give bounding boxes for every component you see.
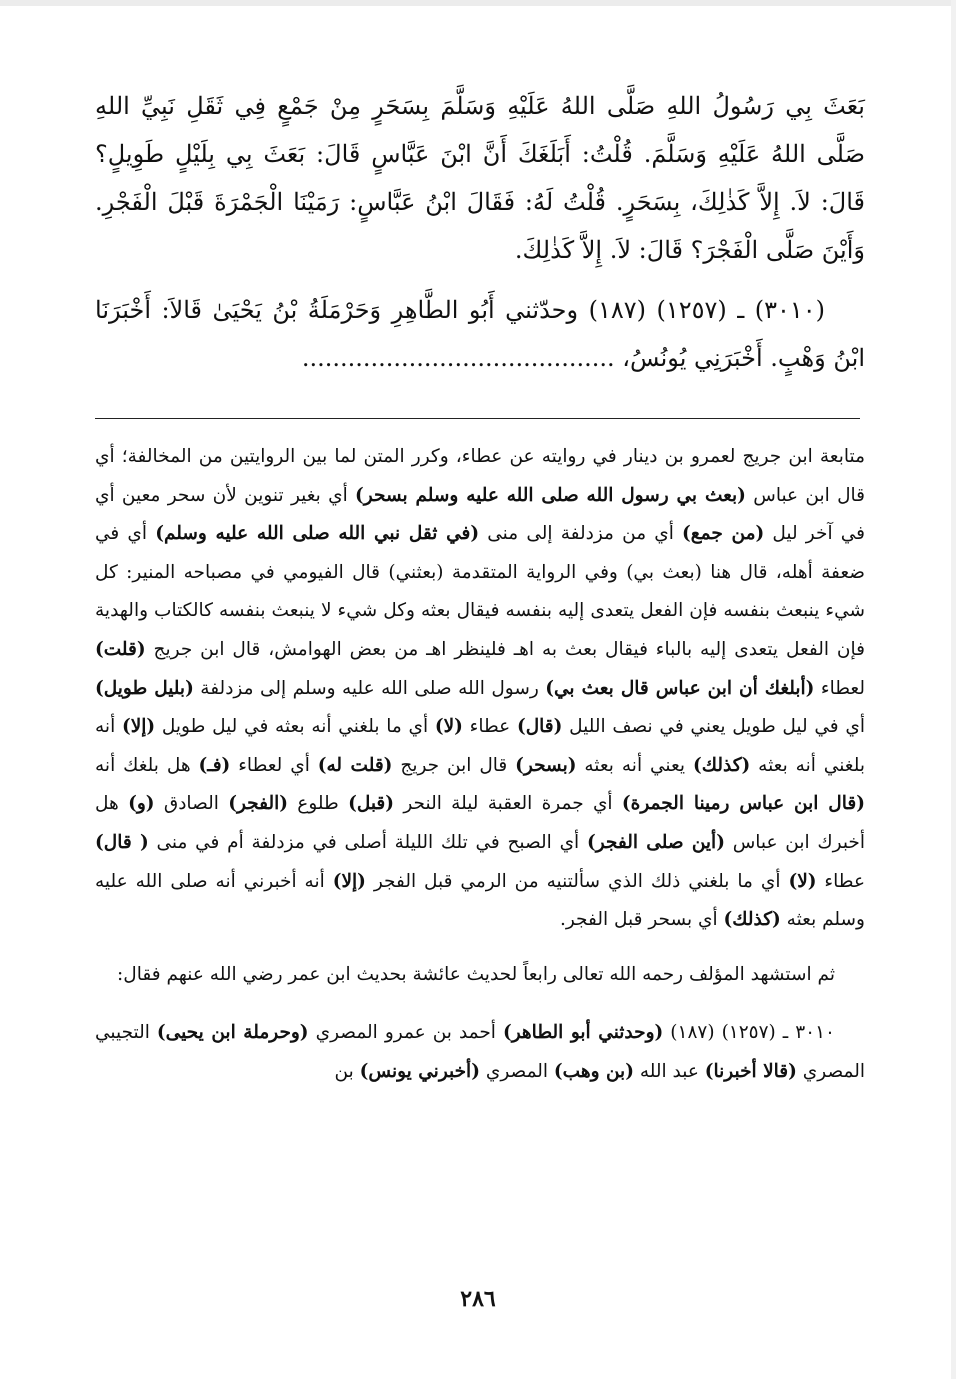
p3-bold-segment: (وحدثني أبو الطاهر)	[502, 1022, 664, 1044]
p3-bold-segment: (قالا أخبرنا)	[704, 1060, 797, 1082]
p1-segment: أنه أخبرني أنه صلى الله عليه وسلم بعثه	[95, 870, 865, 931]
p1-segment: أي بسحر قبل الفجر.	[559, 909, 724, 931]
p1-segment: هل أخبرك ابن عباس	[95, 793, 865, 853]
p1-segment: لعطاء	[814, 677, 865, 699]
p1-bold-segment: ( قال)	[95, 831, 149, 853]
p3-bold-segment: (وحرملة ابن يحيى)	[156, 1022, 309, 1044]
p1-segment: أي الصبح في تلك الليلة أصلى في مزدلفة أم في منى	[148, 831, 587, 853]
p1-bold-segment: (قال ابن عباس رمينا الجمرة)	[621, 793, 865, 815]
p1-segment: رسول الله صلى الله عليه وسلم إلى مزدلفة	[193, 677, 546, 699]
p1-bold-segment: (فـ)	[198, 754, 231, 776]
p1-segment: متابعة ابن جريج لعمرو بن دينار في روايته عن عطاء، وكرر المتن لما بين الروايتين من المخالفة؛ أي قال ابن عباس	[95, 446, 865, 506]
page-number: ٢٨٦	[460, 1286, 496, 1312]
p1-bold-segment: (أين صلى الفجر)	[586, 831, 725, 853]
p1-bold-segment: (من جمع)	[682, 523, 765, 545]
p1-segment: هل بلغك أنه	[95, 754, 199, 776]
p3-segment: أحمد بن عمرو المصري	[308, 1022, 503, 1044]
p1-bold-segment: (كذلك)	[693, 754, 751, 776]
p1-bold-segment: (قلت له)	[317, 754, 393, 776]
p1-segment: يعني أنه بعثه	[576, 754, 693, 776]
p1-segment: أي لعطاء	[230, 754, 318, 776]
hadith-paragraph-1: بَعَثَ بِي رَسُولُ اللهِ صَلَّى اللهُ عَلَيْهِ وَسَلَّمَ بِسَحَرٍ مِنْ جَمْعٍ فِي ثَقَلِ نَبِيِّ اللهِ صَلَّى اللهُ عَلَيْهِ وَسَلَّمَ. قُلْتُ: أَبَلَغَكَ أَنَّ ابْنَ عَبَّاسٍ قَالَ: بَعَثَ بِي بِلَيْلٍ طَوِيلٍ؟ قَالَ: لاَ. إِلاَّ كَذٰلِكَ، بِسَحَرٍ. قُلْتُ لَهُ: فَقَالَ ابْنُ عَبَّاسٍ: رَمَيْنَا الْجَمْرَةَ قَبْلَ الْفَجْرِ. وَأَيْنَ صَلَّى الْفَجْرَ؟ قَالَ: لاَ. إِلاَّ كَذٰلِكَ.	[95, 92, 865, 264]
p1-segment: أي بغير تنوين لأن سحر معين أي في آخر ليل	[95, 484, 865, 545]
scan-edge-top	[0, 0, 956, 6]
p1-segment: أي من مزدلفة إلى منى	[479, 523, 683, 545]
p3-segment: ٣٠١٠ ـ (١٢٥٧) (١٨٧)	[663, 1022, 835, 1044]
p1-segment: طلوع	[288, 793, 349, 815]
p1-segment: عطاء	[816, 870, 865, 892]
p1-segment: أي في ضعفة أهله، قال هنا (بعث بي) وفي الرواية المتقدمة (بعثني) قال الفيومي في مصباحه المنير: كل شيء ينبعث بنفسه فإن الفعل يتعدى إليه بنفسه فيقال بعثه وكل شيء لا ينبعث بنفسه كالكتاب والهدية فإن الفعل يتعدى إليه بالباء فيقال بعث به اهـ فلينظر اهـ من بعض الهوامش، قال ابن جريج	[95, 523, 865, 660]
p1-bold-segment: (كذلك)	[723, 909, 781, 931]
p1-bold-segment: (لا)	[434, 716, 463, 738]
p3-bold-segment: (بن وهب)	[553, 1060, 634, 1082]
p3-segment: عبد الله	[633, 1060, 705, 1082]
p1-segment: قال ابن جريج	[392, 754, 516, 776]
p1-segment: أي ما بلغني أنه بعثه في ليل طويل	[155, 716, 435, 738]
footnote-divider	[95, 418, 860, 419]
p1-bold-segment: (لا)	[788, 870, 817, 892]
p1-segment: أي ما بلغني ذلك الذي سألتنيه من الرمي قبل الفجر	[365, 870, 789, 892]
p1-bold-segment: (و)	[128, 793, 155, 815]
p3-segment: بن	[334, 1060, 360, 1082]
p3-segment: المصري	[479, 1060, 554, 1082]
p1-segment: عطاء	[462, 716, 517, 738]
p1-bold-segment: (أبلغك أن ابن عباس قال بعث بي)	[545, 677, 815, 699]
p1-segment: أي في ليل طويل يعني في نصف الليل	[562, 716, 866, 738]
commentary-paragraph-2: ثم استشهد المؤلف رحمه الله تعالى رابعاً لحديث عائشة بحديث ابن عمر رضي الله عنهم فقال:	[117, 963, 835, 985]
commentary-text	[95, 438, 865, 1092]
p1-bold-segment: (قلت)	[95, 638, 146, 660]
p1-bold-segment: (بسحر)	[515, 754, 577, 776]
commentary-paragraph-1	[95, 438, 865, 940]
p1-bold-segment: (بليل طويل)	[95, 677, 194, 699]
p1-bold-segment: (إلا)	[332, 870, 366, 892]
p1-segment: أي جمرة العقبة ليلة النحر	[394, 793, 622, 815]
commentary-paragraph-3	[95, 1014, 865, 1091]
p1-bold-segment: (قال)	[516, 716, 563, 738]
p3-bold-segment: (أخبرني يونس)	[359, 1060, 480, 1082]
p1-bold-segment: (إلا)	[121, 716, 156, 738]
p1-bold-segment: (في ثقل نبي الله صلى الله عليه وسلم)	[155, 523, 480, 545]
p3-segment: التجيبي المصري	[95, 1022, 865, 1082]
hadith-paragraph-2: (٣٠١٠) ـ (١٢٥٧) (١٨٧) وحدّثني أَبُو الطَّاهِرِ وَحَرْمَلَةُ بْنُ يَحْيَىٰ قَالاَ: أَخْبَرَنَا ابْنُ وَهْبٍ. أَخْبَرَنِي يُونُسُ، .........................................	[95, 296, 865, 372]
scan-edge-right	[951, 0, 956, 1379]
p1-segment: أنه بلغني أنه بعثه	[95, 716, 866, 776]
p1-bold-segment: (قبل)	[348, 793, 395, 815]
hadith-main-text	[95, 82, 865, 382]
p1-bold-segment: (بعث بي رسول الله صلى الله عليه وسلم بسحر)	[355, 484, 746, 506]
p1-bold-segment: (الفجر)	[228, 793, 288, 815]
p1-segment: الصادق	[154, 793, 229, 815]
